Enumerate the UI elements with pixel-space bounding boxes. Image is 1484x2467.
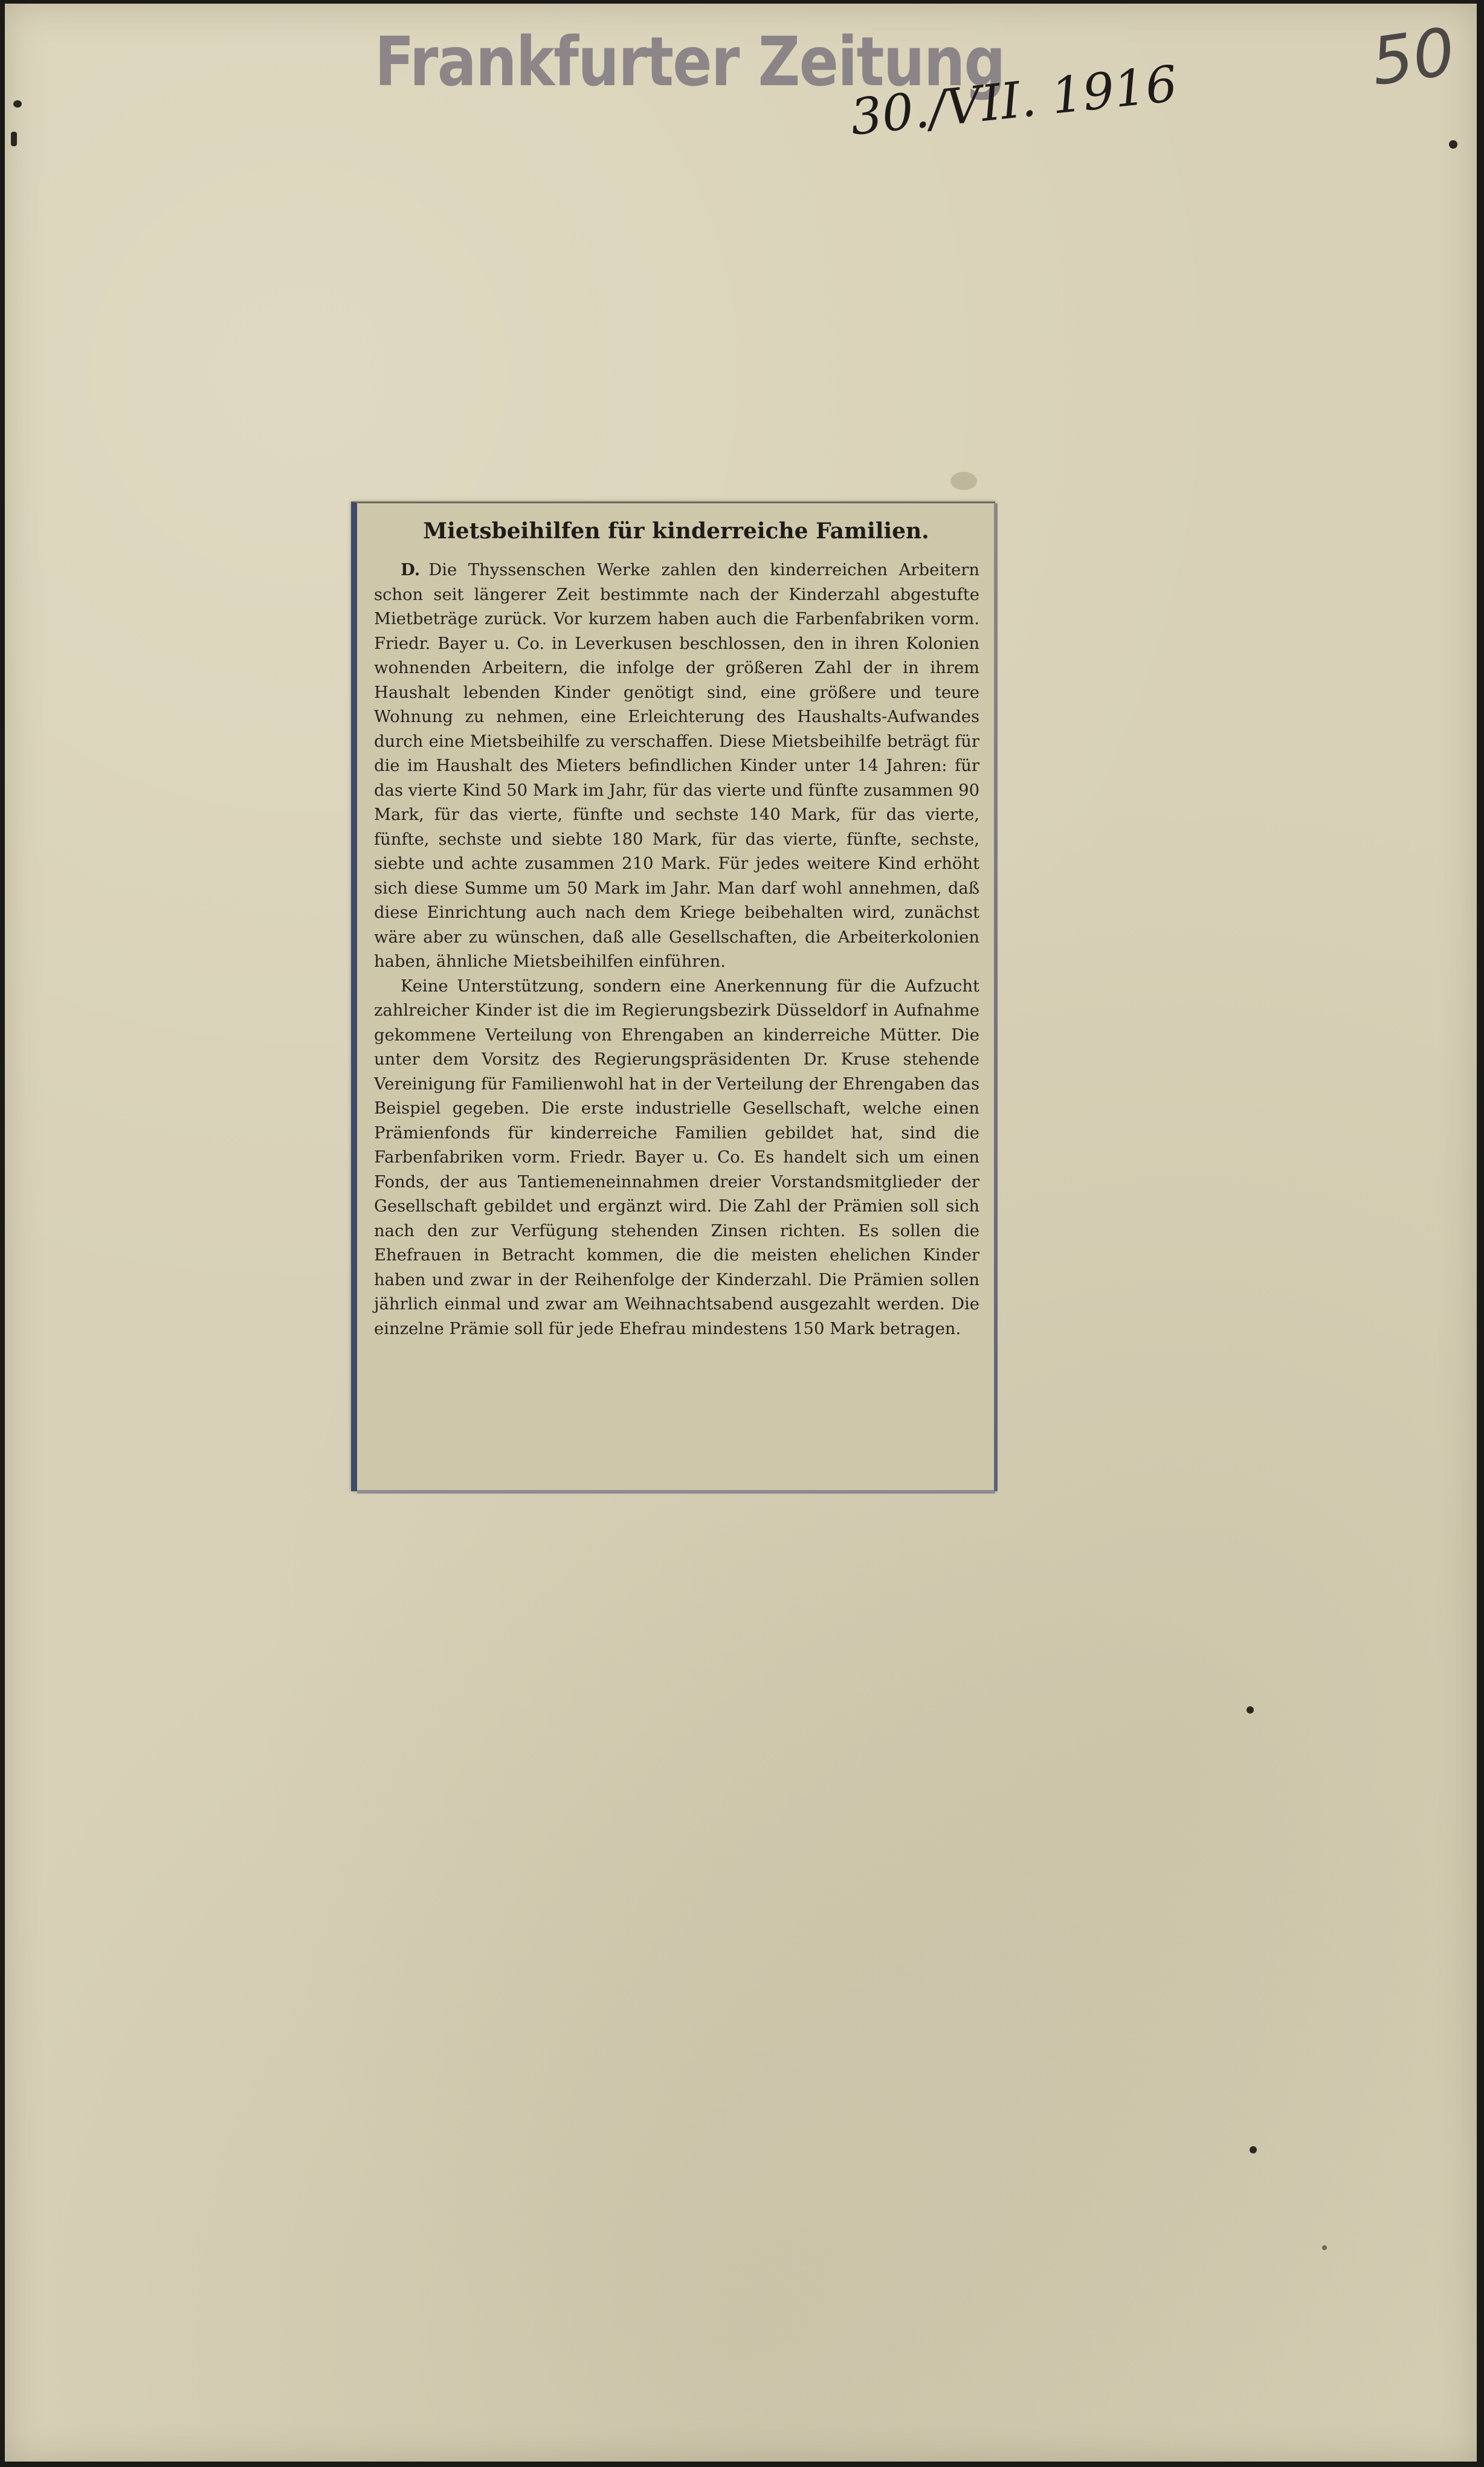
paper-speck-3	[1322, 2245, 1327, 2250]
paragraph-1-text: Die Thyssenschen Werke zahlen den kinderreichen Arbeitern schon seit längerer Zeit bestimmte nach der Kinderzahl abgestufte Mietbeträge zurück. Vor kurzem haben auch die Farbenfabriken vorm. Friedr. Bayer u. Co. in Leverkusen beschlossen, den in ihren Kolonien wohnenden Arbeitern, die infolge der größeren Zahl der in ihrem Haushalt lebenden Kinder genötigt sind, eine größere und teure Wohnung zu nehmen, eine Erleichterung des Haushalts-Aufwandes durch eine Mietsbeihilfe zu verschaffen. Diese Mietsbeihilfe beträgt für die im Haushalt des Mieters befindlichen Kinder unter 14 Jahren: für das vierte Kind 50 Mark im Jahr, für das vierte und fünfte zusammen 90 Mark, für das vierte, fünfte und sechste 140 Mark, für das vierte, fünfte, sechste und siebte 180 Mark, für das vierte, fünfte, sechste, siebte und achte zusammen 210 Mark. Für jedes weitere Kind erhöht sich diese Summe um 50 Mark im Jahr. Man darf wohl annehmen, daß diese Einrichtung auch nach dem Kriege beibehalten wird, zunächst wäre aber zu wünschen, daß alle Gesellschaften, die Arbeiterkolonien haben, ähnliche Mietsbeihilfen einführen.	[374, 561, 979, 971]
clipping-edge-right	[994, 503, 998, 1491]
pin-hole-right	[1449, 140, 1457, 149]
article-paragraph-1	[374, 558, 979, 975]
handwritten-date: 30./VII. 1916	[847, 55, 1180, 147]
paper-speck-1	[1247, 1706, 1254, 1714]
newspaper-clipping	[351, 501, 995, 1491]
handwritten-page-number: 50	[1366, 14, 1460, 101]
clipping-edge-bottom	[357, 1490, 995, 1494]
article-body	[374, 558, 979, 1480]
paper-speck-4	[950, 472, 977, 490]
newspaper-stamp: Frankfurter Zeitung	[375, 23, 1005, 102]
archive-sheet	[5, 4, 1477, 2462]
author-signature: D.	[401, 560, 421, 579]
paper-speck-2	[1250, 2146, 1257, 2153]
article-headline: Mietsbeihilfen für kinderreiche Familien.	[423, 518, 929, 544]
pin-hole-left	[13, 100, 22, 108]
article-paragraph-2: Keine Unterstützung, sondern eine Anerkennung für die Aufzucht zahlreicher Kinder ist die im Regierungsbezirk Düsseldorf in Aufnahme gekommene Verteilung von Ehrengaben an kinderreiche Mütter. Die unter dem Vorsitz des Regierungspräsidenten Dr. Kruse stehende Vereinigung für Familienwohl hat in der Verteilung der Ehrengaben das Beispiel gegeben. Die erste industrielle Gesellschaft, welche einen Prämienfonds für kinderreiche Familien gebildet hat, sind die Farbenfabriken vorm. Friedr. Bayer u. Co. Es handelt sich um einen Fonds, der aus Tantiemeneinnahmen dreier Vorstandsmitglieder der Gesellschaft gebildet und ergänzt wird. Die Zahl der Prämien soll sich nach den zur Verfügung stehenden Zinsen richten. Es sollen die Ehefrauen in Betracht kommen, die die meisten ehelichen Kinder haben und zwar in der Reihenfolge der Kinderzahl. Die Prämien sollen jährlich einmal und zwar am Weihnachtsabend ausgezahlt werden. Die einzelne Prämie soll für jede Ehefrau mindestens 150 Mark betragen.	[374, 976, 979, 1338]
pin-hole-left-lower	[11, 132, 17, 146]
